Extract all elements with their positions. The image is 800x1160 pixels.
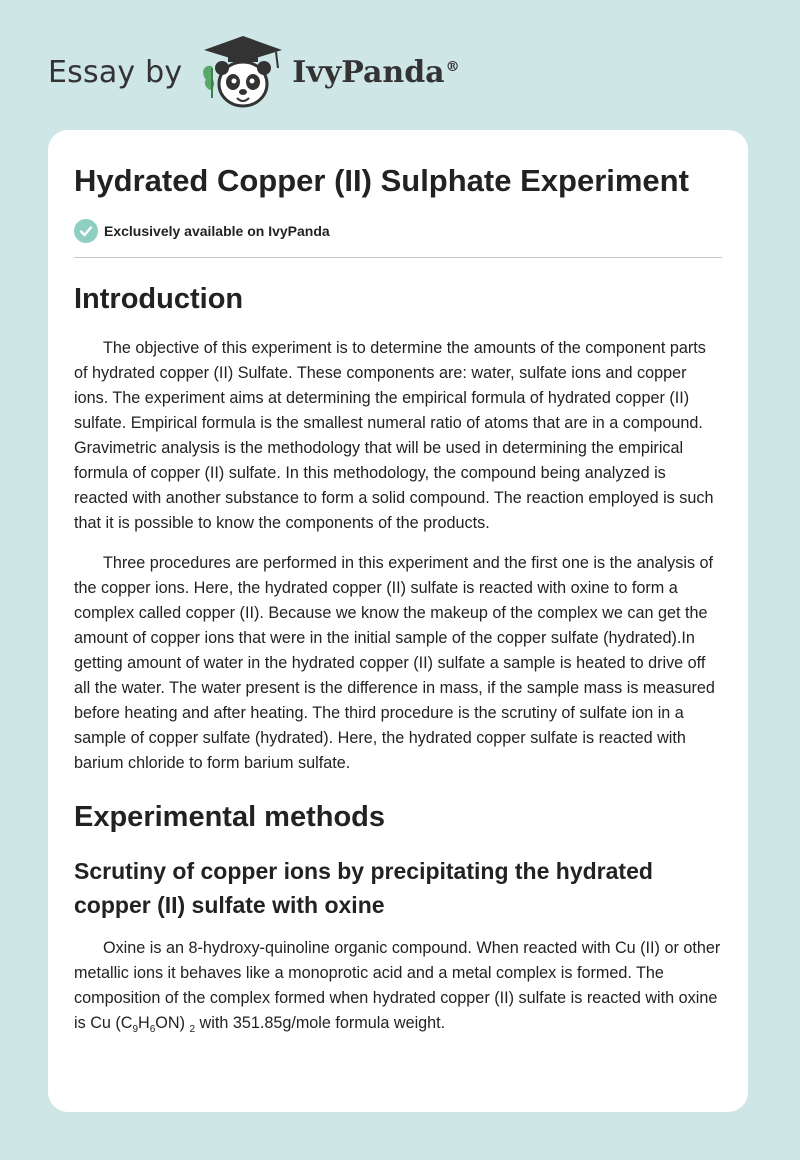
section-heading-experimental-methods: Experimental methods xyxy=(74,801,386,833)
exclusive-label: Exclusively available on IvyPanda xyxy=(104,223,330,239)
checkmark-icon xyxy=(74,219,98,243)
exclusive-badge xyxy=(74,219,722,258)
section-heading-introduction: Introduction xyxy=(74,283,244,315)
essay-by-label: Essay by xyxy=(48,54,183,90)
site-brand[interactable] xyxy=(48,32,460,112)
page-title: Hydrated Copper (II) Sulphate Experiment xyxy=(74,163,689,198)
panda-graduate-icon xyxy=(198,32,288,112)
subsection-heading-copper-ions: Scrutiny of copper ions by precipitating the hydrated copper (II) sulfate with oxine xyxy=(74,858,653,918)
intro-paragraph-2: Three procedures are performed in this experiment and the first one is the analysis of the copper ions. Here, the hydrated copper (II) sulfate is reacted with oxine to form a complex called copper (II). Because we know the makeup of the complex we can get the amount of copper ions that were in the initial sample of the copper sulfate (hydrated).In getting amount of water in the hydrated copper (II) sulfate a sample is heated to drive off all the water. The water present is the difference in mass, if the sample mass is measured before heating and after heating. The third procedure is the scrutiny of sulfate ion in a sample of copper sulfate (hydrated). Here, the hydrated copper sulfate is reacted with barium chloride to form barium sulfate. xyxy=(74,554,715,772)
intro-paragraph-1: The objective of this experiment is to determine the amounts of the component parts of hydrated copper (II) Sulfate. These components are: water, sulfate ions and copper ions. The experiment aims at determining the empirical formula of hydrated copper (II) sulfate. Empirical formula is the smallest numeral ratio of atoms that are in a compound. Gravimetric analysis is the methodology that will be used in determining the empirical formula of copper (II) sulfate. In this methodology, the compound being analyzed is reacted with another substance to form a solid compound. The reaction employed is such that it is possible to know the components of the products. xyxy=(74,339,714,532)
essay-card xyxy=(48,130,748,1112)
brand-name: IvyPanda® xyxy=(292,54,460,90)
methods-paragraph-1: Oxine is an 8-hydroxy-quinoline organic compound. When reacted with Cu (II) or other metallic ions it behaves like a monoprotic acid and a metal complex is formed. The composition of the complex formed when hydrated copper (II) sulfate is reacted with oxine is Cu $(C_9H_6ON)$ $_2$ with 351.85g/mole formula weight. xyxy=(74,939,721,1036)
